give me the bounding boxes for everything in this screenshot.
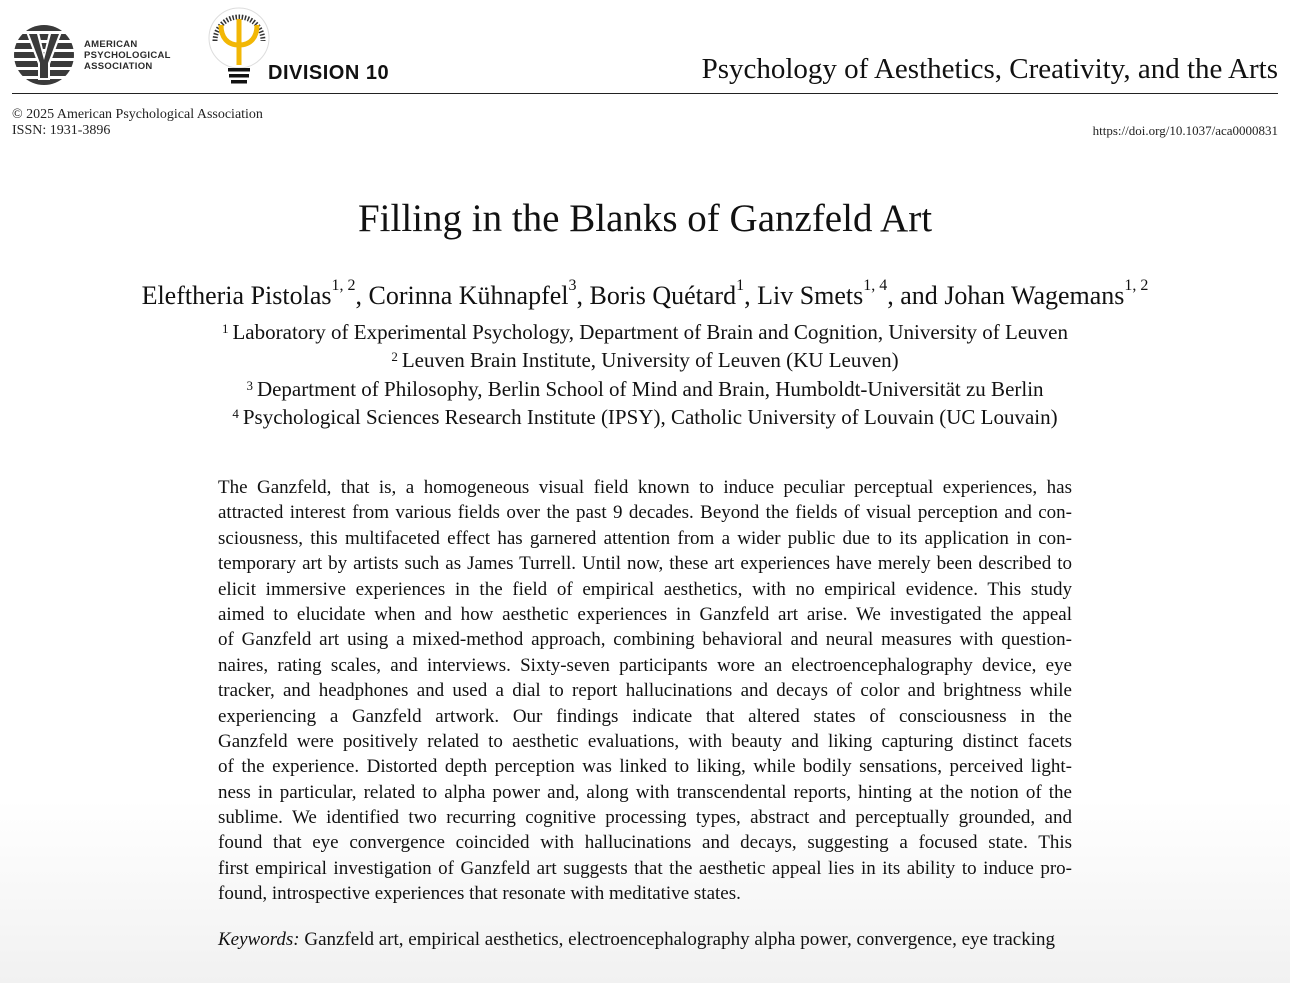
copyright-block [12, 107, 263, 139]
affiliation-number: 3 [246, 377, 253, 393]
abstract [218, 475, 1072, 907]
affiliation-list [0, 318, 1290, 431]
author-affiliation-marker: 3 [568, 277, 577, 294]
author-affiliation-marker: 1, 4 [863, 277, 888, 294]
affiliation-text: Department of Philosophy, Berlin School of Mind and Brain, Humboldt-Universität zu Berlin [256, 376, 1044, 401]
abstract-line: of the experience. Distorted depth perception was linked to liking, while bodily sensations, perceived light- [218, 756, 1072, 778]
affiliation-number: 1 [221, 321, 229, 336]
header-rule [12, 93, 1278, 94]
psi-lightbulb-icon [205, 3, 275, 85]
issn-text: ISSN: 1931-3896 [12, 123, 111, 138]
author-name: Boris Quétard [589, 281, 737, 310]
author-affiliation-marker: 1, 2 [331, 277, 356, 294]
apa-logo-icon [12, 24, 76, 86]
affiliation-text: Psychological Sciences Research Institute (IPSY), Catholic University of Louvain (UC Louvain) [242, 404, 1058, 429]
journal-title: Psychology of Aesthetics, Creativity, and the Arts [701, 53, 1278, 85]
author-separator: , [576, 281, 590, 310]
author-separator: , [355, 281, 369, 310]
abstract-line: temporary art by artists such as James Turrell. Until now, these art experiences have merely been described to [218, 553, 1072, 575]
apa-line-1: AMERICAN [84, 39, 138, 50]
author-name: Johan Wagemans [944, 281, 1125, 310]
affiliation-item [0, 346, 1290, 374]
abstract-line: found, introspective experiences that resonate with meditative states. [218, 883, 741, 905]
copyright-text: © 2025 American Psychological Association [12, 107, 263, 122]
affiliation-number: 4 [232, 405, 239, 421]
author-list [0, 277, 1290, 311]
abstract-line: experiencing a Ganzfeld artwork. Our findings indicate that altered states of consciousness in the [218, 705, 1072, 727]
division-label: DIVISION 10 [268, 62, 390, 84]
abstract-line: Ganzfeld were positively related to aesthetic evaluations, with beauty and liking capturing distinct facets [218, 730, 1072, 752]
abstract-line: naires, rating scales, and interviews. Sixty-seven participants wore an electroencephalography device, eye [218, 654, 1072, 676]
abstract-line: sciousness, this multifaceted effect has garnered attention from a wider public due to its application in con- [218, 527, 1072, 549]
doi-link[interactable]: https://doi.org/10.1037/aca0000831 [1092, 123, 1278, 138]
author-affiliation-marker: 1 [736, 277, 745, 294]
affiliation-number: 2 [391, 349, 398, 365]
apa-wordmark [84, 39, 171, 72]
abstract-line: found that eye convergence coincided with hallucinations and decays, suggesting a focused state. This [218, 832, 1072, 854]
abstract-line: sublime. We identified two recurring cognitive processing types, abstract and perceptually grounded, and [218, 807, 1072, 829]
abstract-line: of Ganzfeld art using a mixed-method approach, combining behavioral and neural measures with question- [218, 629, 1072, 651]
affiliation-item [0, 375, 1290, 403]
article-title: Filling in the Blanks of Ganzfeld Art [357, 197, 933, 240]
abstract-line: tracker, and headphones and used a dial to report hallucinations and decays of color and brightness while [218, 680, 1072, 702]
abstract-line: aimed to elucidate when and how aesthetic experiences in Ganzfeld art arise. We investigated the appeal [218, 603, 1072, 625]
author-separator: , and [887, 281, 945, 310]
apa-line-2: PSYCHOLOGICAL [84, 50, 171, 61]
keywords-label: Keywords: [218, 929, 300, 950]
affiliation-item [0, 403, 1290, 431]
abstract-line: The Ganzfeld, that is, a homogeneous visual field known to induce peculiar perceptual experiences, has [218, 477, 1072, 498]
apa-line-3: ASSOCIATION [84, 61, 153, 72]
author-name: Eleftheria Pistolas [141, 281, 332, 310]
affiliation-item [0, 318, 1290, 346]
abstract-line: elicit immersive experiences in the field of empirical aesthetics, with no empirical evidence. This study [218, 578, 1072, 600]
page-header [0, 0, 1290, 100]
keywords [218, 927, 1072, 952]
affiliation-text: Laboratory of Experimental Psychology, Department of Brain and Cognition, University of Leuven [232, 320, 1069, 344]
keywords-text: Ganzfeld art, empirical aesthetics, electroencephalography alpha power, convergence, eye tracking [304, 929, 1055, 950]
author-separator: , [744, 281, 758, 310]
author-affiliation-marker: 1, 2 [1124, 277, 1149, 294]
abstract-line: attracted interest from various fields over the past 9 decades. Beyond the fields of visual perception and con- [218, 502, 1072, 524]
abstract-line: first empirical investigation of Ganzfeld art suggests that the aesthetic appeal lies in its ability to induce pro- [218, 857, 1072, 879]
author-name: Corinna Kühnapfel [368, 281, 569, 310]
affiliation-text: Leuven Brain Institute, University of Leuven (KU Leuven) [401, 348, 899, 373]
abstract-line: ness in particular, related to alpha power and, along with transcendental reports, hinting at the notion of the [218, 781, 1072, 803]
author-name: Liv Smets [757, 281, 864, 310]
